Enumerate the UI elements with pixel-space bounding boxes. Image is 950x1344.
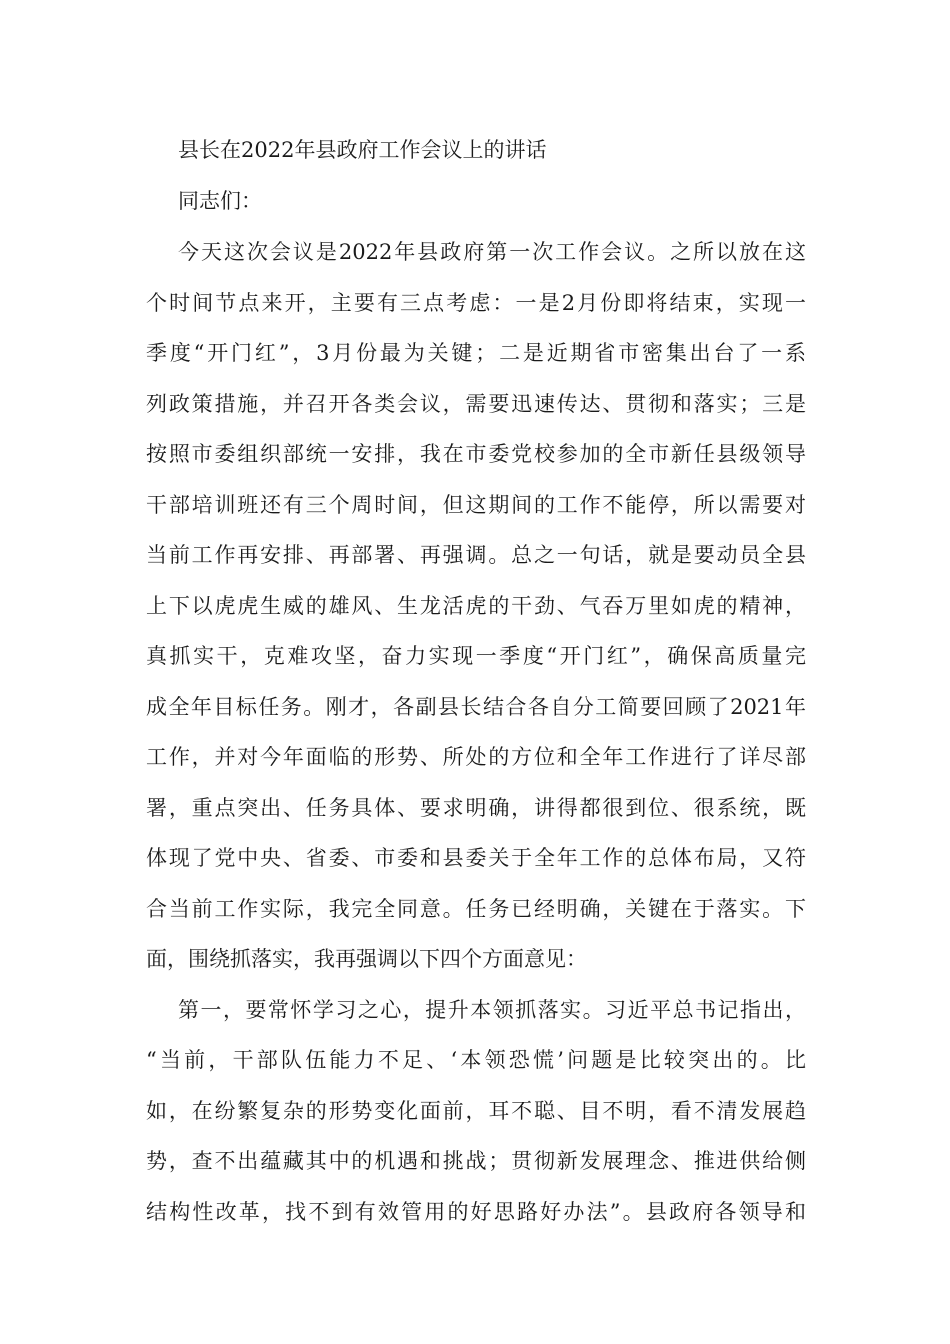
text-line: 个时间节点来开，主要有三点考虑：一是2月份即将结束，实现一 [146, 291, 806, 315]
text-line: 当前工作再安排、再部署、再强调。总之一句话，就是要动员全县 [146, 543, 806, 567]
text-line: 按照市委组织部统一安排，我在市委党校参加的全市新任县级领导 [146, 442, 806, 466]
document-title: 县长在2022年县政府工作会议上的讲话 [178, 138, 547, 162]
text-line: 真抓实干，克难攻坚，奋力实现一季度“开门红”，确保高质量完 [146, 644, 806, 668]
text-line: 上下以虎虎生威的雄风、生龙活虎的干劲、气吞万里如虎的精神， [146, 594, 806, 618]
text-line: 成全年目标任务。刚才，各副县长结合各自分工简要回顾了2021年 [146, 695, 806, 719]
text-line: 结构性改革，找不到有效管用的好思路好办法”。县政府各领导和 [146, 1200, 806, 1224]
salutation: 同志们： [178, 189, 262, 213]
text-line: 势，查不出蕴藏其中的机遇和挑战；贯彻新发展理念、推进供给侧 [146, 1149, 806, 1173]
text-line: 第一，要常怀学习之心，提升本领抓落实。习近平总书记指出， [178, 998, 806, 1022]
text-line: 面，围绕抓落实，我再强调以下四个方面意见： [146, 947, 587, 971]
text-line: 干部培训班还有三个周时间，但这期间的工作不能停，所以需要对 [146, 493, 806, 517]
text-line: 体现了党中央、省委、市委和县委关于全年工作的总体布局，又符 [146, 846, 806, 870]
text-line: 今天这次会议是2022年县政府第一次工作会议。之所以放在这 [178, 240, 806, 264]
text-line: 季度“开门红”，3月份最为关键；二是近期省市密集出台了一系 [146, 341, 806, 365]
text-line: 如，在纷繁复杂的形势变化面前，耳不聪、目不明，看不清发展趋 [146, 1099, 806, 1123]
text-line: 列政策措施，并召开各类会议，需要迅速传达、贯彻和落实；三是 [146, 392, 806, 416]
text-line: “当前，干部队伍能力不足、‘本领恐慌’问题是比较突出的。比 [146, 1048, 806, 1072]
text-line: 署，重点突出、任务具体、要求明确，讲得都很到位、很系统，既 [146, 796, 806, 820]
text-line: 合当前工作实际，我完全同意。任务已经明确，关键在于落实。下 [146, 897, 806, 921]
text-line: 工作，并对今年面临的形势、所处的方位和全年工作进行了详尽部 [146, 745, 806, 769]
